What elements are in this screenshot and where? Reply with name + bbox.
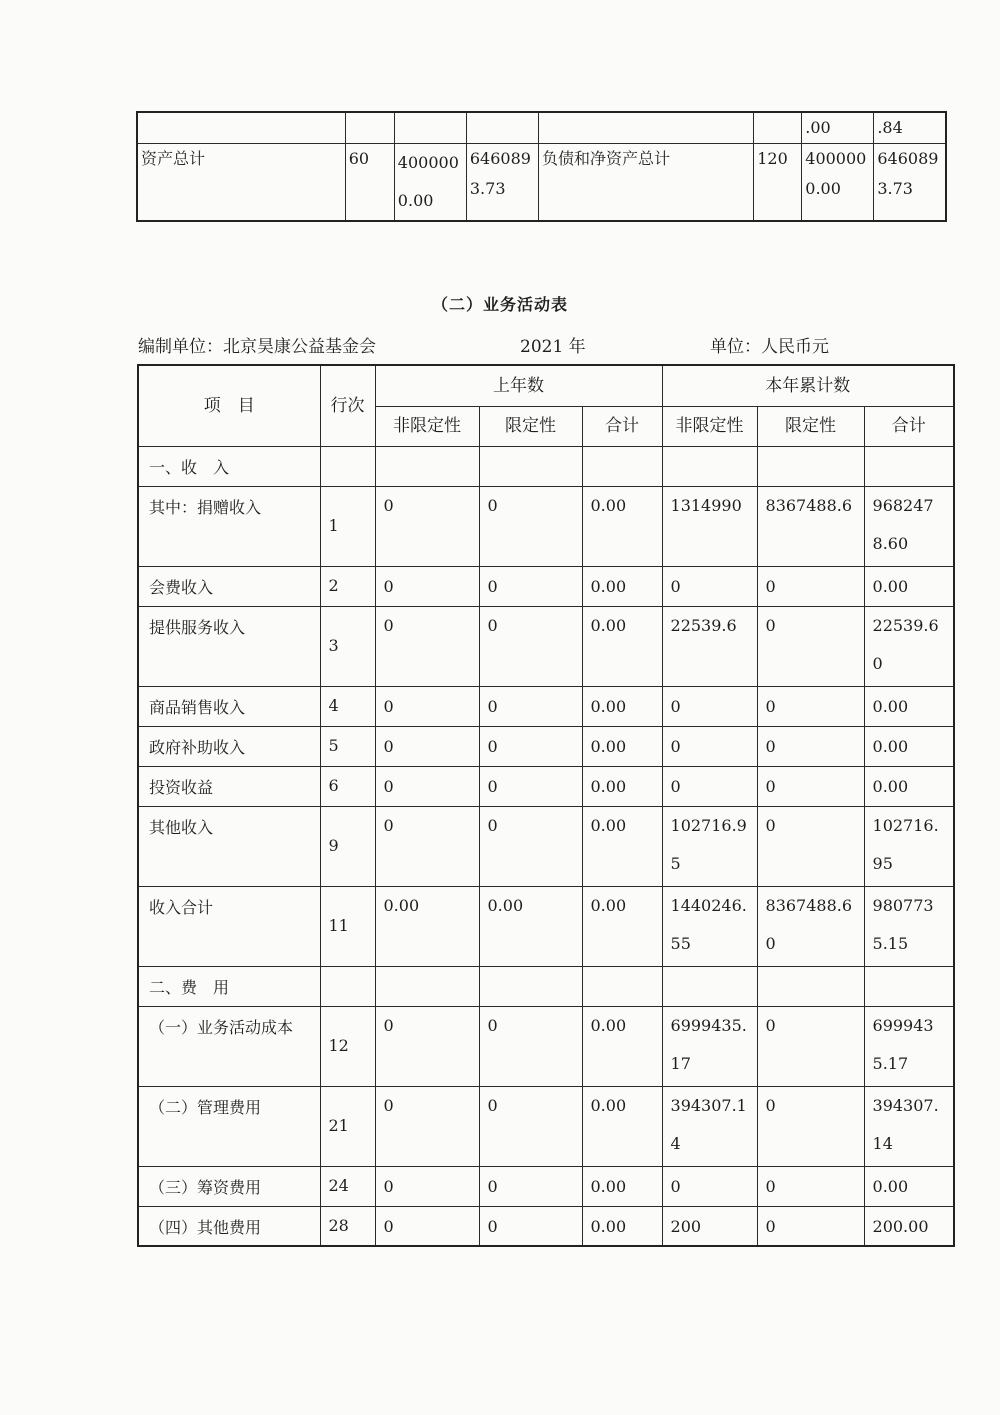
cell-prev-total: 0.00 [582, 1006, 662, 1086]
left-begin [394, 112, 466, 144]
cell-curr-unrestricted: 0 [662, 726, 757, 766]
cell-curr-unrestricted: 0 [662, 566, 757, 606]
cell-curr-restricted: 0 [757, 606, 864, 686]
header-prev-year: 上年数 [375, 365, 662, 406]
row-item: 一、收 入 [138, 446, 320, 486]
cell-curr-restricted: 0 [757, 1006, 864, 1086]
cell-prev-total: 0.00 [582, 566, 662, 606]
left-item [137, 112, 345, 144]
row-line-no: 3 [320, 606, 375, 686]
cell-prev-restricted: 0.00 [479, 886, 582, 966]
header-line: 行次 [320, 365, 375, 446]
right-item: 负债和净资产总计 [538, 144, 753, 222]
table-row [138, 1006, 954, 1086]
left-begin: 4000000.00 [394, 144, 466, 222]
header-row [138, 365, 954, 406]
cell-curr-total: 22539.60 [864, 606, 954, 686]
cell-prev-total: 0.00 [582, 766, 662, 806]
cell-curr-unrestricted: 0 [662, 686, 757, 726]
cell-curr-total [864, 966, 954, 1006]
cell-curr-total: 102716.95 [864, 806, 954, 886]
row-item: （四）其他费用 [138, 1206, 320, 1246]
cell-curr-unrestricted: 1314990 [662, 486, 757, 566]
row-line-no [320, 446, 375, 486]
cell-prev-unrestricted: 0 [375, 806, 479, 886]
row-item: 会费收入 [138, 566, 320, 606]
cell-curr-total: 0.00 [864, 566, 954, 606]
cell-curr-total: 6999435.17 [864, 1006, 954, 1086]
cell-prev-restricted: 0 [479, 486, 582, 566]
cell-prev-restricted [479, 966, 582, 1006]
cell-prev-total: 0.00 [582, 806, 662, 886]
cell-curr-restricted: 0 [757, 1086, 864, 1166]
cell-prev-unrestricted: 0.00 [375, 886, 479, 966]
left-line: 60 [345, 144, 394, 222]
cell-prev-restricted [479, 446, 582, 486]
cell-prev-unrestricted: 0 [375, 486, 479, 566]
row-item: 投资收益 [138, 766, 320, 806]
right-line [754, 112, 802, 144]
row-line-no: 5 [320, 726, 375, 766]
cell-curr-restricted: 8367488.6 [757, 486, 864, 566]
row-item: 其他收入 [138, 806, 320, 886]
table-row [138, 766, 954, 806]
right-end: .84 [874, 112, 946, 144]
cell-prev-unrestricted: 0 [375, 686, 479, 726]
page-title: （二）业务活动表 [431, 295, 568, 314]
cell-curr-total: 0.00 [864, 1166, 954, 1206]
cell-curr-unrestricted: 1440246.55 [662, 886, 757, 966]
table-row [138, 1086, 954, 1166]
cell-prev-unrestricted: 0 [375, 606, 479, 686]
cell-curr-restricted: 0 [757, 566, 864, 606]
balance-sheet-tail-table [136, 111, 947, 222]
cell-prev-unrestricted: 0 [375, 726, 479, 766]
cell-prev-unrestricted: 0 [375, 1166, 479, 1206]
header-prev-total: 合计 [582, 406, 662, 446]
cell-curr-total: 0.00 [864, 766, 954, 806]
cell-prev-unrestricted: 0 [375, 1086, 479, 1166]
cell-prev-restricted: 0 [479, 766, 582, 806]
cell-curr-restricted: 0 [757, 1206, 864, 1246]
cell-prev-unrestricted [375, 966, 479, 1006]
activity-statement-table [137, 364, 955, 1247]
cell-curr-total: 9682478.60 [864, 486, 954, 566]
cell-curr-total: 9807735.15 [864, 886, 954, 966]
cell-prev-restricted: 0 [479, 1086, 582, 1166]
row-line-no: 6 [320, 766, 375, 806]
cell-prev-unrestricted: 0 [375, 1206, 479, 1246]
cell-prev-unrestricted [375, 446, 479, 486]
row-item: 商品销售收入 [138, 686, 320, 726]
cell-prev-restricted: 0 [479, 606, 582, 686]
row-item: 收入合计 [138, 886, 320, 966]
table-row [138, 686, 954, 726]
cell-prev-restricted: 0 [479, 806, 582, 886]
row-item: 其中：捐赠收入 [138, 486, 320, 566]
cell-prev-total [582, 446, 662, 486]
cell-curr-restricted: 8367488.60 [757, 886, 864, 966]
row-item: （三）筹资费用 [138, 1166, 320, 1206]
right-begin: .00 [802, 112, 874, 144]
cell-prev-total: 0.00 [582, 606, 662, 686]
table-row [138, 806, 954, 886]
cell-curr-restricted: 0 [757, 766, 864, 806]
row-item: 二、费 用 [138, 966, 320, 1006]
cell-curr-restricted: 0 [757, 1166, 864, 1206]
left-item: 资产总计 [137, 144, 345, 222]
header-prev-restricted: 限定性 [479, 406, 582, 446]
org-name: 编制单位：北京昊康公益基金会 [138, 337, 376, 357]
cell-prev-total: 0.00 [582, 1086, 662, 1166]
row-line-no: 9 [320, 806, 375, 886]
cell-curr-total: 0.00 [864, 686, 954, 726]
row-item: （一）业务活动成本 [138, 1006, 320, 1086]
cell-prev-restricted: 0 [479, 1166, 582, 1206]
header-curr-year: 本年累计数 [662, 365, 954, 406]
cell-prev-restricted: 0 [479, 1006, 582, 1086]
cell-curr-unrestricted: 0 [662, 1166, 757, 1206]
cell-prev-total: 0.00 [582, 726, 662, 766]
row-line-no: 2 [320, 566, 375, 606]
row-item: 政府补助收入 [138, 726, 320, 766]
table-row [138, 966, 954, 1006]
cell-curr-restricted [757, 966, 864, 1006]
table-row [137, 112, 946, 144]
cell-prev-restricted: 0 [479, 686, 582, 726]
cell-curr-restricted: 0 [757, 686, 864, 726]
cell-prev-total: 0.00 [582, 1166, 662, 1206]
cell-curr-total [864, 446, 954, 486]
cell-prev-restricted: 0 [479, 726, 582, 766]
table-row [138, 1166, 954, 1206]
header-prev-unrestricted: 非限定性 [375, 406, 479, 446]
header-curr-restricted: 限定性 [757, 406, 864, 446]
cell-prev-total: 0.00 [582, 686, 662, 726]
left-end [466, 112, 538, 144]
table-row [138, 446, 954, 486]
right-item [538, 112, 753, 144]
cell-prev-restricted: 0 [479, 566, 582, 606]
cell-curr-unrestricted: 22539.6 [662, 606, 757, 686]
report-year: 2021 年 [520, 337, 586, 357]
row-line-no: 21 [320, 1086, 375, 1166]
cell-prev-unrestricted: 0 [375, 1006, 479, 1086]
row-line-no: 11 [320, 886, 375, 966]
cell-curr-restricted: 0 [757, 726, 864, 766]
row-line-no: 24 [320, 1166, 375, 1206]
cell-prev-unrestricted: 0 [375, 766, 479, 806]
cell-curr-unrestricted: 394307.14 [662, 1086, 757, 1166]
row-line-no: 4 [320, 686, 375, 726]
cell-curr-unrestricted: 200 [662, 1206, 757, 1246]
cell-curr-unrestricted: 0 [662, 766, 757, 806]
row-line-no: 1 [320, 486, 375, 566]
table-row [138, 1206, 954, 1246]
cell-prev-total: 0.00 [582, 486, 662, 566]
cell-curr-restricted: 0 [757, 806, 864, 886]
cell-prev-total: 0.00 [582, 1206, 662, 1246]
currency-unit: 单位：人民币元 [710, 337, 829, 357]
table-row [138, 886, 954, 966]
left-line [345, 112, 394, 144]
table-row [138, 566, 954, 606]
table-row [138, 726, 954, 766]
left-end: 6460893.73 [466, 144, 538, 222]
table-row [138, 606, 954, 686]
cell-curr-unrestricted: 6999435.17 [662, 1006, 757, 1086]
table-row [137, 144, 946, 222]
cell-curr-unrestricted [662, 966, 757, 1006]
cell-curr-restricted [757, 446, 864, 486]
cell-curr-total: 200.00 [864, 1206, 954, 1246]
row-item: 提供服务收入 [138, 606, 320, 686]
header-curr-unrestricted: 非限定性 [662, 406, 757, 446]
table-row [138, 486, 954, 566]
right-begin: 4000000.00 [802, 144, 874, 222]
cell-curr-total: 394307.14 [864, 1086, 954, 1166]
cell-prev-unrestricted: 0 [375, 566, 479, 606]
header-curr-total: 合计 [864, 406, 954, 446]
right-end: 6460893.73 [874, 144, 946, 222]
right-line: 120 [754, 144, 802, 222]
header-item: 项 目 [138, 365, 320, 446]
cell-curr-total: 0.00 [864, 726, 954, 766]
cell-curr-unrestricted: 102716.95 [662, 806, 757, 886]
cell-prev-total [582, 966, 662, 1006]
row-line-no: 28 [320, 1206, 375, 1246]
row-line-no: 12 [320, 1006, 375, 1086]
row-item: （二）管理费用 [138, 1086, 320, 1166]
cell-prev-restricted: 0 [479, 1206, 582, 1246]
cell-prev-total: 0.00 [582, 886, 662, 966]
cell-curr-unrestricted [662, 446, 757, 486]
row-line-no [320, 966, 375, 1006]
